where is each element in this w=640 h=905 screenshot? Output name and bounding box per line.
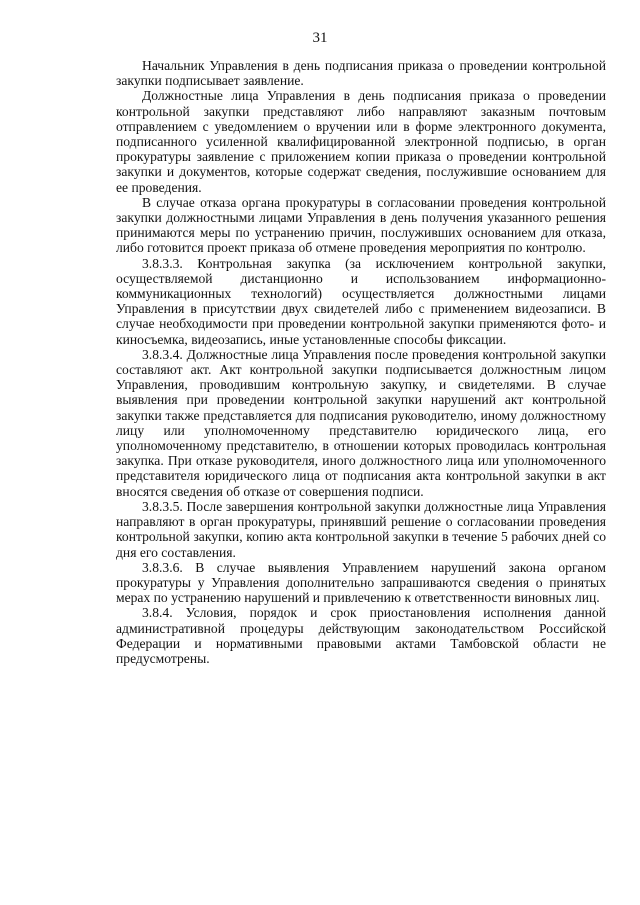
paragraph: 3.8.3.6. В случае выявления Управлением нарушений закона органом прокуратуры у Управления дополнительно запрашиваются сведения о принятых мерах по устранению нарушений и привлечению к ответственности виновных лиц. [116, 559, 606, 606]
paragraph: 3.8.3.3. Контрольная закупка (за исключением контрольной закупки, осуществляемой дистанционно и использованием информационно-коммуникационных технологий) осуществляется должностными лицами Управления в присутствии двух свидетелей либо с применением видеозаписи. В случае необходимости при проведении контрольной закупки применяются фото- и киносъемка, видеозапись, иные установленные способы фиксации. [116, 255, 606, 347]
paragraph: Должностные лица Управления в день подписания приказа о проведении контрольной закупки представляют либо направляют заказным почтовым отправлением с уведомлением о вручении или в форме электронного документа, подписанного усиленной квалифицированной электронной подписью, в орган прокуратуры заявление с приложением копии приказа о проведении контрольной закупки и документов, которые содержат сведения, послужившие основанием для ее проведения. [116, 88, 606, 195]
paragraph: 3.8.3.5. После завершения контрольной закупки должностные лица Управления направляют в орган прокуратуры, принявший решение о согласовании проведения контрольной закупки, копию акта контрольной закупки в течение 5 рабочих дней со дня его составления. [116, 498, 606, 560]
document-body [116, 58, 606, 666]
paragraph: 3.8.4. Условия, порядок и срок приостановления исполнения данной административной процедуры действующим законодательством Российской Федерации и нормативными правовыми актами Тамбовской области не предусмотрены. [116, 605, 606, 666]
paragraph: В случае отказа органа прокуратуры в согласовании проведения контрольной закупки должностными лицами Управления в день получения указанного решения принимаются меры по устранению причин, послуживших основанием для отказа, либо готовится проект приказа об отмене проведения мероприятия по контролю. [116, 194, 606, 256]
page-number: 31 [312, 30, 328, 46]
paragraph: 3.8.3.4. Должностные лица Управления после проведения контрольной закупки составляют акт. Акт контрольной закупки подписывается должностным лицом Управления, проводившим контрольную закупку, и свидетелями. В случае выявления при проведении контрольной закупки нарушений акт контрольной закупки также представляется для подписания руководителю, иному должностному лицу или уполномоченному представителю юридического лица, его уполномоченному представителю, в отношении которых проводилась контрольная закупка. При отказе руководителя, иного должностного лица или уполномоченного представителя юридического лица от подписания акта контрольной закупки в акт вносятся сведения об отказе от совершения подписи. [116, 346, 606, 499]
paragraph: Начальник Управления в день подписания приказа о проведении контрольной закупки подписывает заявление. [116, 58, 606, 89]
